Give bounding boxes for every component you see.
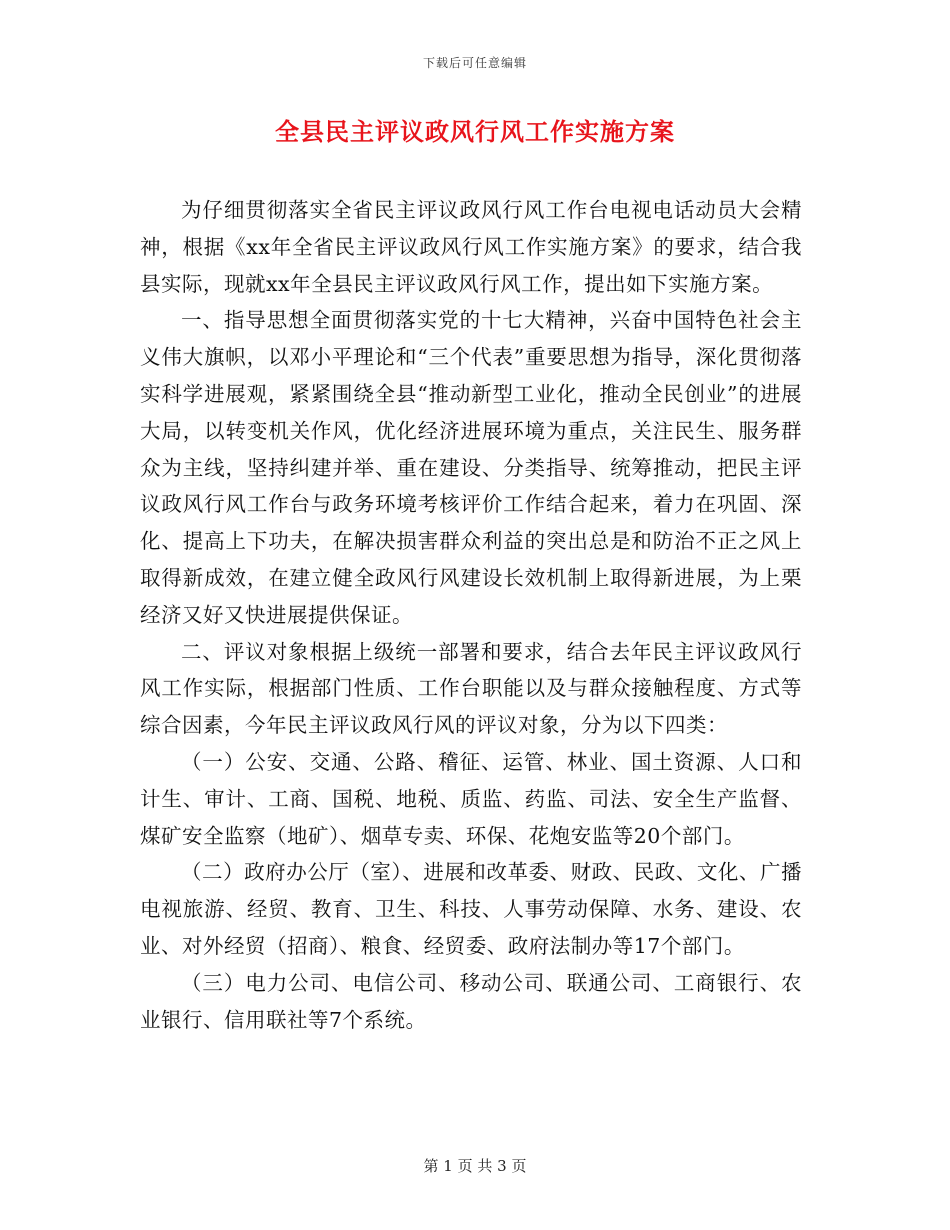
- paragraph-intro: 为仔细贯彻落实全省民主评议政风行风工作台电视电话动员大会精神，根据《xx年全省民主评议政风行风工作实施方案》的要求，结合我县实际，现就xx年全县民主评议政风行风工作，提出如下实施方案。: [140, 198, 802, 296]
- paragraph-evaluation-targets: 二、评议对象根据上级统一部署和要求，结合去年民主评议政风行风工作实际，根据部门性质、工作台职能以及与群众接触程度、方式等综合因素，今年民主评议政风行风的评议对象，分为以下四类：: [140, 639, 802, 738]
- document-title: 全县民主评议政风行风工作实施方案: [275, 117, 675, 146]
- paragraph-category-1: （一）公安、交通、公路、稽征、运管、林业、国土资源、人口和计生、审计、工商、国税、地税、质监、药监、司法、安全生产监督、煤矿安全监察（地矿）、烟草专卖、环保、花炮安监等20个部门。: [140, 749, 802, 848]
- header-note: 下载后可任意编辑: [422, 56, 527, 70]
- paragraph-category-3: （三）电力公司、电信公司、移动公司、联通公司、工商银行、农业银行、信用联社等7个系统。: [140, 970, 802, 1032]
- paragraph-guiding-ideology: 一、指导思想全面贯彻落实党的十七大精神，兴奋中国特色社会主义伟大旗帜，以邓小平理论和“三个代表”重要思想为指导，深化贯彻落实科学进展观，紧紧围绕全县“推动新型工业化，推动全民创业”的进展大局，以转变机关作风，优化经济进展环境为重点，关注民生、服务群众为主线，坚持纠建并举、重在建设、分类指导、统筹推动，把民主评议政风行风工作台与政务环境考核评价工作结合起来，着力在巩固、深化、提高上下功夫，在解决损害群众利益的突出总是和防治不正之风上取得新成效，在建立健全政风行风建设长效机制上取得新进展，为上栗经济又好又快进展提供保证。: [140, 308, 802, 627]
- document-body: [140, 192, 802, 1038]
- page-number: 第 1 页 共 3 页: [423, 1157, 527, 1175]
- paragraph-category-2: （二）政府办公厅（室）、进展和改革委、财政、民政、文化、广播电视旅游、经贸、教育、卫生、科技、人事劳动保障、水务、建设、农业、对外经贸（招商）、粮食、经贸委、政府法制办等17个部门。: [140, 860, 802, 958]
